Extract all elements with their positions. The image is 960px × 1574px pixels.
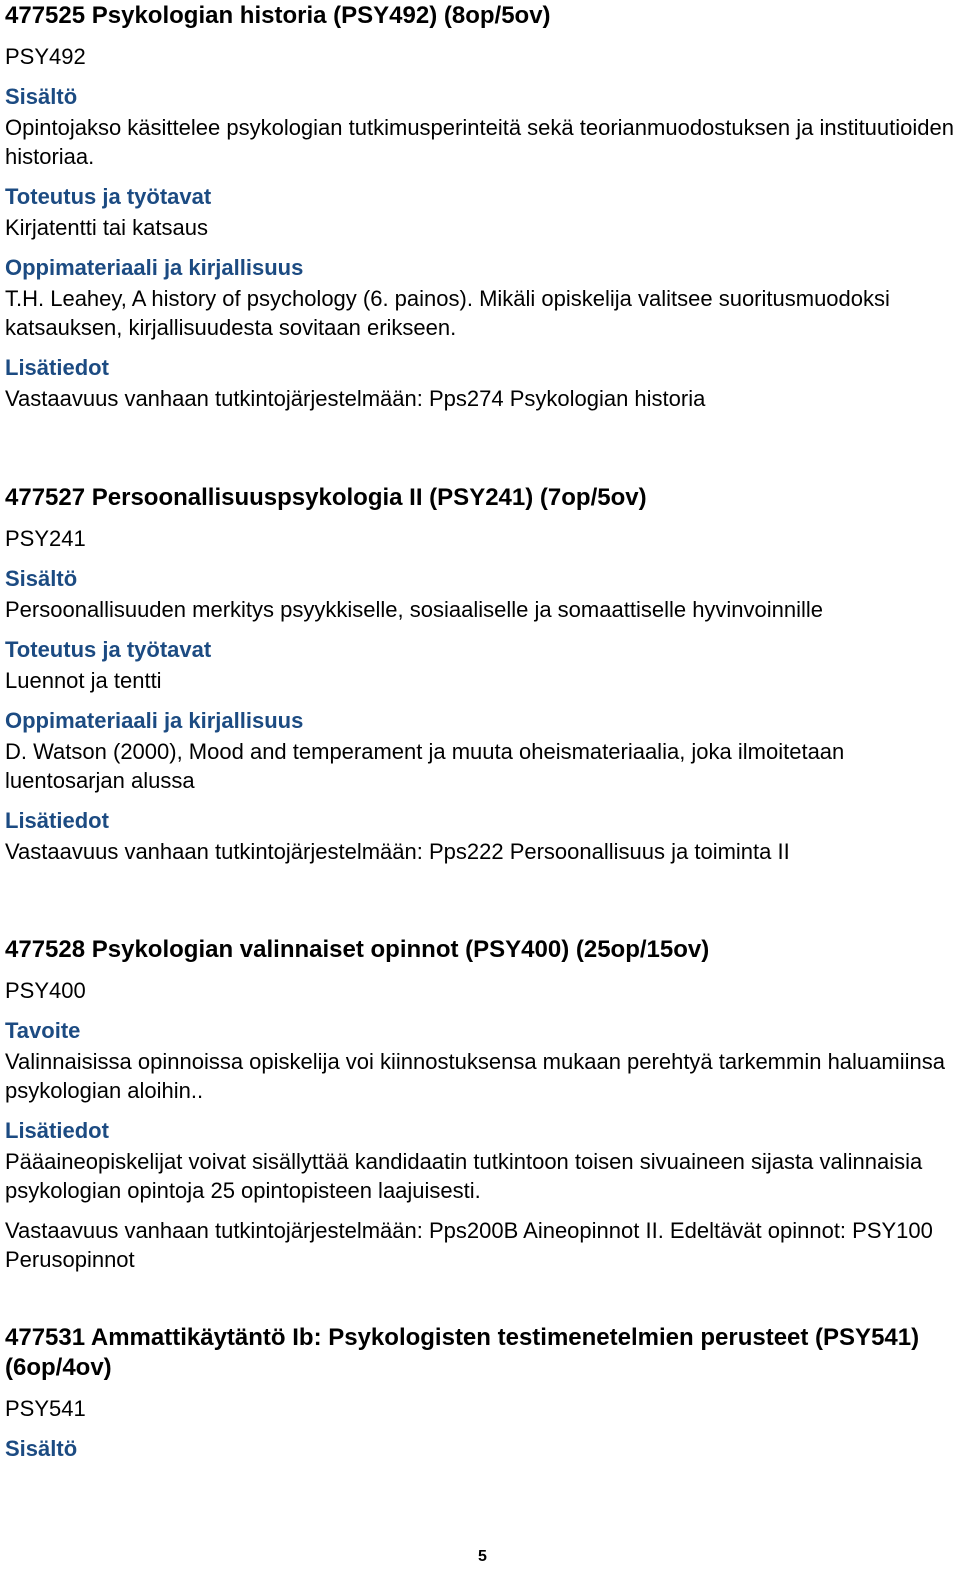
section-text-content: Opintojakso käsittelee psykologian tutkimusperinteitä sekä teorianmuodostuksen ja instituutioiden historiaa.	[5, 115, 954, 169]
section-heading-additional-info: Lisätiedot	[5, 808, 109, 833]
section-heading-content: Sisältö	[5, 1436, 78, 1461]
section-text-materials: D. Watson (2000), Mood and temperament ja muuta oheismateriaalia, joka ilmoitetaan luentosarjan alussa	[5, 739, 845, 793]
course-code: PSY492	[5, 44, 86, 69]
section-text-content: Persoonallisuuden merkitys psyykkiselle, sosiaaliselle ja somaattiselle hyvinvoinnille	[5, 597, 824, 622]
section-text-additional-info: Vastaavuus vanhaan tutkintojärjestelmään: Pps274 Psykologian historia	[5, 386, 706, 411]
course-477525	[5, 0, 955, 413]
course-477527	[5, 482, 955, 866]
course-title: 477527 Persoonallisuuspsykologia II (PSY241) (7op/5ov)	[5, 484, 647, 511]
section-text-implementation: Luennot ja tentti	[5, 668, 162, 693]
section-heading-materials: Oppimateriaali ja kirjallisuus	[5, 255, 304, 280]
section-heading-materials: Oppimateriaali ja kirjallisuus	[5, 708, 304, 733]
page-number: 5	[478, 1548, 487, 1565]
course-code: PSY541	[5, 1396, 86, 1421]
section-text-additional-info: Vastaavuus vanhaan tutkintojärjestelmään: Pps222 Persoonallisuus ja toiminta II	[5, 839, 790, 864]
section-text-additional-info: Pääaineopiskelijat voivat sisällyttää kandidaatin tutkintoon toisen sivuaineen sijasta valinnaisia psykologian opintoja 25 opintopisteen laajuisesti.	[5, 1149, 923, 1203]
course-title: 477531 Ammattikäytäntö Ib: Psykologisten testimenetelmien perusteet (PSY541) (6op/4ov)	[5, 1324, 920, 1381]
section-text-materials: T.H. Leahey, A history of psychology (6. painos). Mikäli opiskelija valitsee suoritusmuodoksi katsauksen, kirjallisuudesta sovitaan erikseen.	[5, 286, 890, 340]
section-heading-content: Sisältö	[5, 566, 78, 591]
course-code: PSY241	[5, 526, 86, 551]
course-code: PSY400	[5, 978, 86, 1003]
section-heading-objective: Tavoite	[5, 1018, 81, 1043]
section-heading-implementation: Toteutus ja työtavat	[5, 184, 212, 209]
course-477531	[5, 1322, 955, 1463]
course-477528	[5, 934, 955, 1274]
section-text-objective: Valinnaisissa opinnoissa opiskelija voi kiinnostuksensa mukaan perehtyä tarkemmin haluamiinsa psykologian aloihin..	[5, 1049, 945, 1103]
section-heading-implementation: Toteutus ja työtavat	[5, 637, 212, 662]
section-heading-additional-info: Lisätiedot	[5, 1118, 109, 1143]
section-heading-additional-info: Lisätiedot	[5, 355, 109, 380]
section-text-implementation: Kirjatentti tai katsaus	[5, 215, 208, 240]
course-title: 477528 Psykologian valinnaiset opinnot (PSY400) (25op/15ov)	[5, 936, 710, 963]
section-heading-content: Sisältö	[5, 84, 78, 109]
section-text-equivalence: Vastaavuus vanhaan tutkintojärjestelmään: Pps200B Aineopinnot II. Edeltävät opinnot: PSY100 Perusopinnot	[5, 1218, 933, 1272]
course-title: 477525 Psykologian historia (PSY492) (8op/5ov)	[5, 2, 551, 29]
